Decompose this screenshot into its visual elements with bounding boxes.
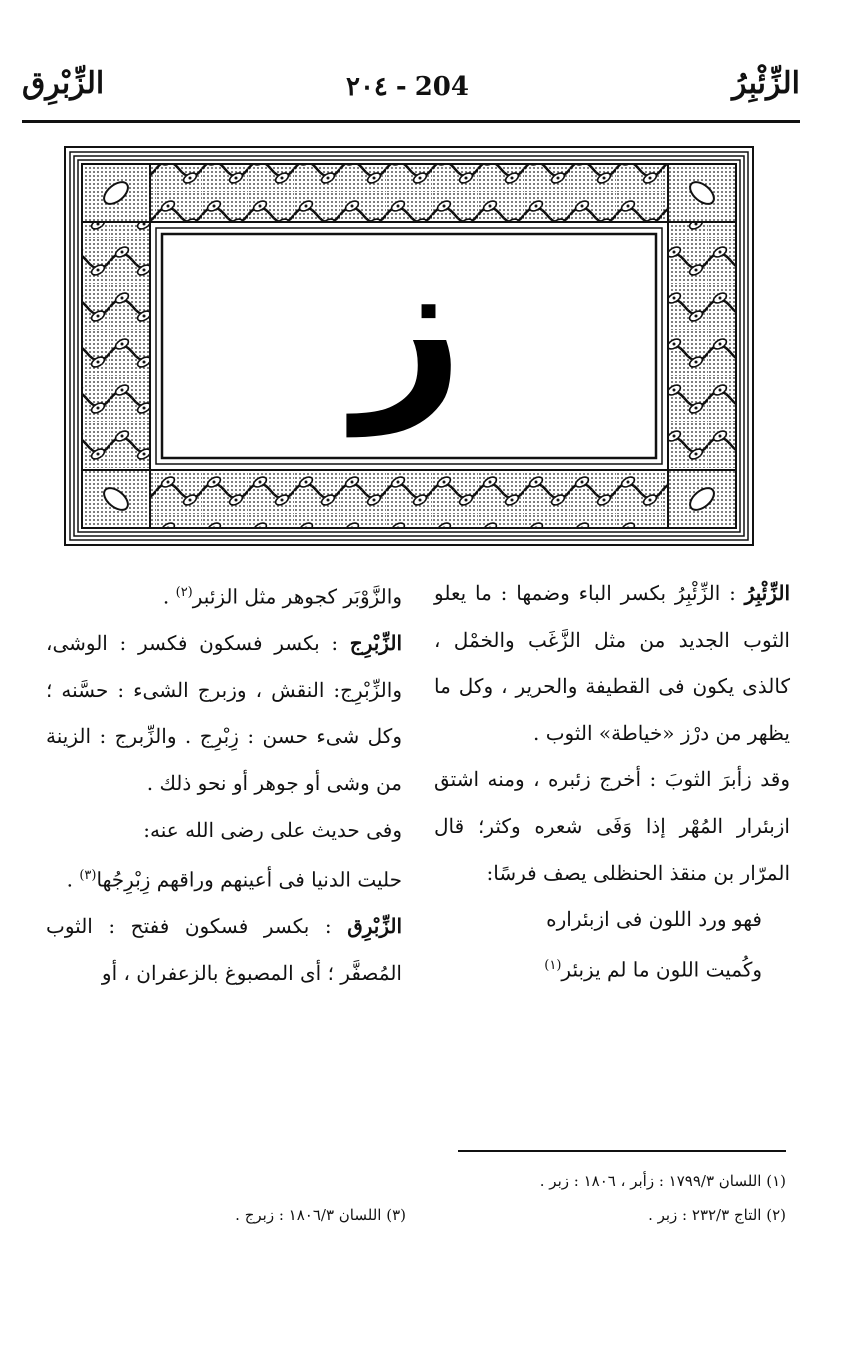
verse-text: وكُميت اللون ما لم يزبئر bbox=[561, 957, 762, 982]
entry-zi-bir bbox=[434, 570, 790, 756]
page-number bbox=[342, 72, 473, 102]
page-number-latin: 204 bbox=[414, 72, 469, 102]
footnote-3: (٣) اللسان ١٨٠٦/٣ : زبرج . bbox=[235, 1206, 406, 1224]
verse-line-1: فهو ورد اللون فى ازبئراره bbox=[546, 907, 762, 932]
footnote-ref: (١) bbox=[544, 957, 562, 973]
footnote-2: (٢) التاج ٢٣٢/٣ : زبر . bbox=[648, 1206, 786, 1224]
footnote-row bbox=[60, 1198, 786, 1232]
hadith-intro: وفى حديث على رضى الله عنه: bbox=[143, 817, 402, 842]
header-rule bbox=[22, 120, 800, 123]
entry-zibriq bbox=[46, 903, 402, 996]
entry-headword: الزِّبْرِق bbox=[347, 914, 403, 939]
ornament-letter: ز bbox=[354, 215, 464, 436]
footnote-1: (١) اللسان ١٧٩٩/٣ : زأبر ، ١٨٠٦ : زبر . bbox=[539, 1172, 786, 1190]
period: . bbox=[162, 584, 170, 609]
entry-zibrij bbox=[46, 620, 402, 806]
footnote-ref: (٣) bbox=[79, 868, 97, 884]
page-number-arabic: ٢٠٤ bbox=[346, 72, 388, 102]
running-head-right: الزِّئْبِرُ bbox=[732, 66, 800, 101]
verse-line-2 bbox=[434, 943, 790, 993]
right-column bbox=[434, 570, 790, 993]
entry-paragraph: وقد زأبرَ الثوبَ : أخرج زئبره ، ومنه اشتق ازبئرار المُهْر إذا وَفَى شعره وكثر؛ قال المرّار بن منقذ الحنظلى يصف فرسًا: bbox=[434, 767, 790, 885]
dictionary-body bbox=[46, 570, 790, 1100]
footnote-ref: (٢) bbox=[175, 585, 193, 600]
entry-text: والزَّوْبَر كجوهر مثل الزئبر bbox=[192, 584, 402, 609]
letter-ornament-frame bbox=[64, 146, 754, 546]
entry-definition: : الزِّئْبِرُ بكسر الباء وضمها : ما يعلو الثوب الجديد من مثل الزَّغَب والخمْل ، كالذى يكون فى القطيفة والحرير ، وكل ما يظهر من درْز «خياطة» الثوب . bbox=[434, 581, 790, 745]
footnotes bbox=[60, 1164, 786, 1232]
period: . bbox=[66, 867, 73, 892]
entry-headword: الزِّبْرِج bbox=[349, 631, 402, 656]
entry-headword: الزِّئْبِرُ bbox=[744, 581, 790, 605]
hadith-text: حليت الدنيا فى أعينهم وراقهم زِبْرِجُها bbox=[96, 867, 402, 892]
running-head-left: الزِّبْرِق bbox=[22, 66, 105, 101]
footnote-row bbox=[60, 1164, 786, 1198]
entry-definition: : بكسر فسكون فكسر : الوشى، والزِّبْرِج: النقش ، وزبرج الشىء : حسَّنه ؛ وكل شىء حسن : زِبْرِج . والزِّبرج : الزينة من وشى أو جوهر أو نحو ذلك . bbox=[46, 631, 402, 796]
left-column bbox=[46, 570, 402, 997]
entry-zawbar bbox=[46, 570, 402, 620]
entry-definition: : بكسر فسكون ففتح : الثوب المُصفَّر ؛ أى المصبوغ بالزعفران ، أو bbox=[46, 914, 402, 986]
page-number-dash: - bbox=[395, 72, 407, 102]
page-header bbox=[22, 58, 800, 122]
footnote-rule bbox=[458, 1150, 786, 1152]
hadith-quote bbox=[46, 853, 402, 903]
